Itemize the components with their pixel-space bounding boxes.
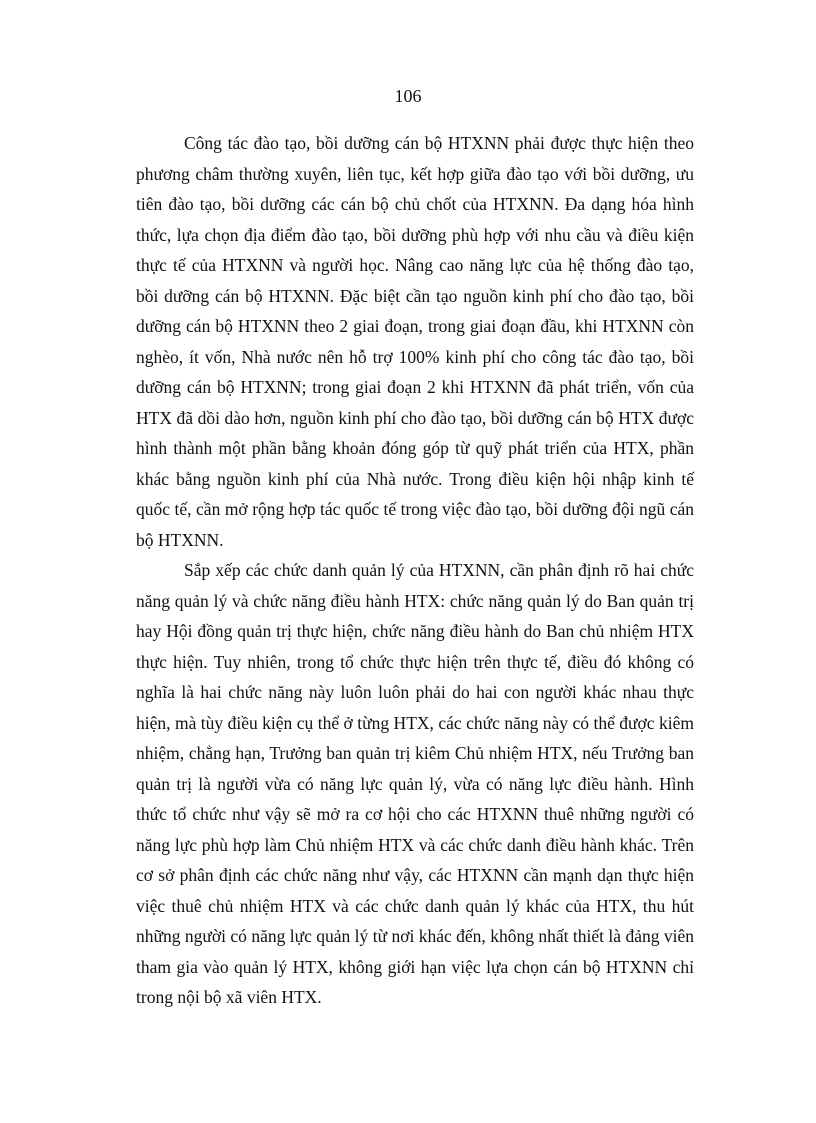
page-number: 106 [394,86,422,106]
paragraph-management-roles: Sắp xếp các chức danh quản lý của HTXNN, cần phân định rõ hai chức năng quản lý và chức năng điều hành HTX: chức năng quản lý do Ban quản trị hay Hội đồng quản trị thực hiện, chức năng điều hành do Ban chủ nhiệm HTX thực hiện. Tuy nhiên, trong tổ chức thực hiện trên thực tế, điều đó không có nghĩa là hai chức năng này luôn luôn phải do hai con người khác nhau thực hiện, mà tùy điều kiện cụ thể ở từng HTX, các chức năng này có thể được kiêm nhiệm, chẳng hạn, Trưởng ban quản trị kiêm Chủ nhiệm HTX, nếu Trưởng ban quản trị là người vừa có năng lực quản lý, vừa có năng lực điều hành. Hình thức tổ chức như vậy sẽ mở ra cơ hội cho các HTXNN thuê những người có năng lực phù hợp làm Chủ nhiệm HTX và các chức danh điều hành khác. Trên cơ sở phân định các chức năng như vậy, các HTXNN cần mạnh dạn thực hiện việc thuê chủ nhiệm HTX và các chức danh quản lý khác của HTX, thu hút những người có năng lực quản lý từ nơi khác đến, không nhất thiết là đảng viên tham gia vào quản lý HTX, không giới hạn việc lựa chọn cán bộ HTXNN chỉ trong nội bộ xã viên HTX. [136,560,694,1007]
body-text [136,128,694,1013]
paragraph-training: Công tác đào tạo, bồi dưỡng cán bộ HTXNN phải được thực hiện theo phương châm thường xuyên, liên tục, kết hợp giữa đào tạo với bồi dưỡng, ưu tiên đào tạo, bồi dưỡng các cán bộ chủ chốt của HTXNN. Đa dạng hóa hình thức, lựa chọn địa điểm đào tạo, bồi dưỡng phù hợp với nhu cầu và điều kiện thực tế của HTXNN và người học. Nâng cao năng lực của hệ thống đào tạo, bồi dưỡng cán bộ HTXNN. Đặc biệt cần tạo nguồn kinh phí cho đào tạo, bồi dưỡng cán bộ HTXNN theo 2 giai đoạn, trong giai đoạn đầu, khi HTXNN còn nghèo, ít vốn, Nhà nước nên hỗ trợ 100% kinh phí cho công tác đào tạo, bồi dưỡng cán bộ HTXNN; trong giai đoạn 2 khi HTXNN đã phát triển, vốn của HTX đã dồi dào hơn, nguồn kinh phí cho đào tạo, bồi dưỡng cán bộ HTX được hình thành một phần bằng khoản đóng góp từ quỹ phát triển của HTX, phần khác bằng nguồn kinh phí của Nhà nước. Trong điều kiện hội nhập kinh tế quốc tế, cần mở rộng hợp tác quốc tế trong việc đào tạo, bồi dưỡng đội ngũ cán bộ HTXNN. [136,133,694,550]
